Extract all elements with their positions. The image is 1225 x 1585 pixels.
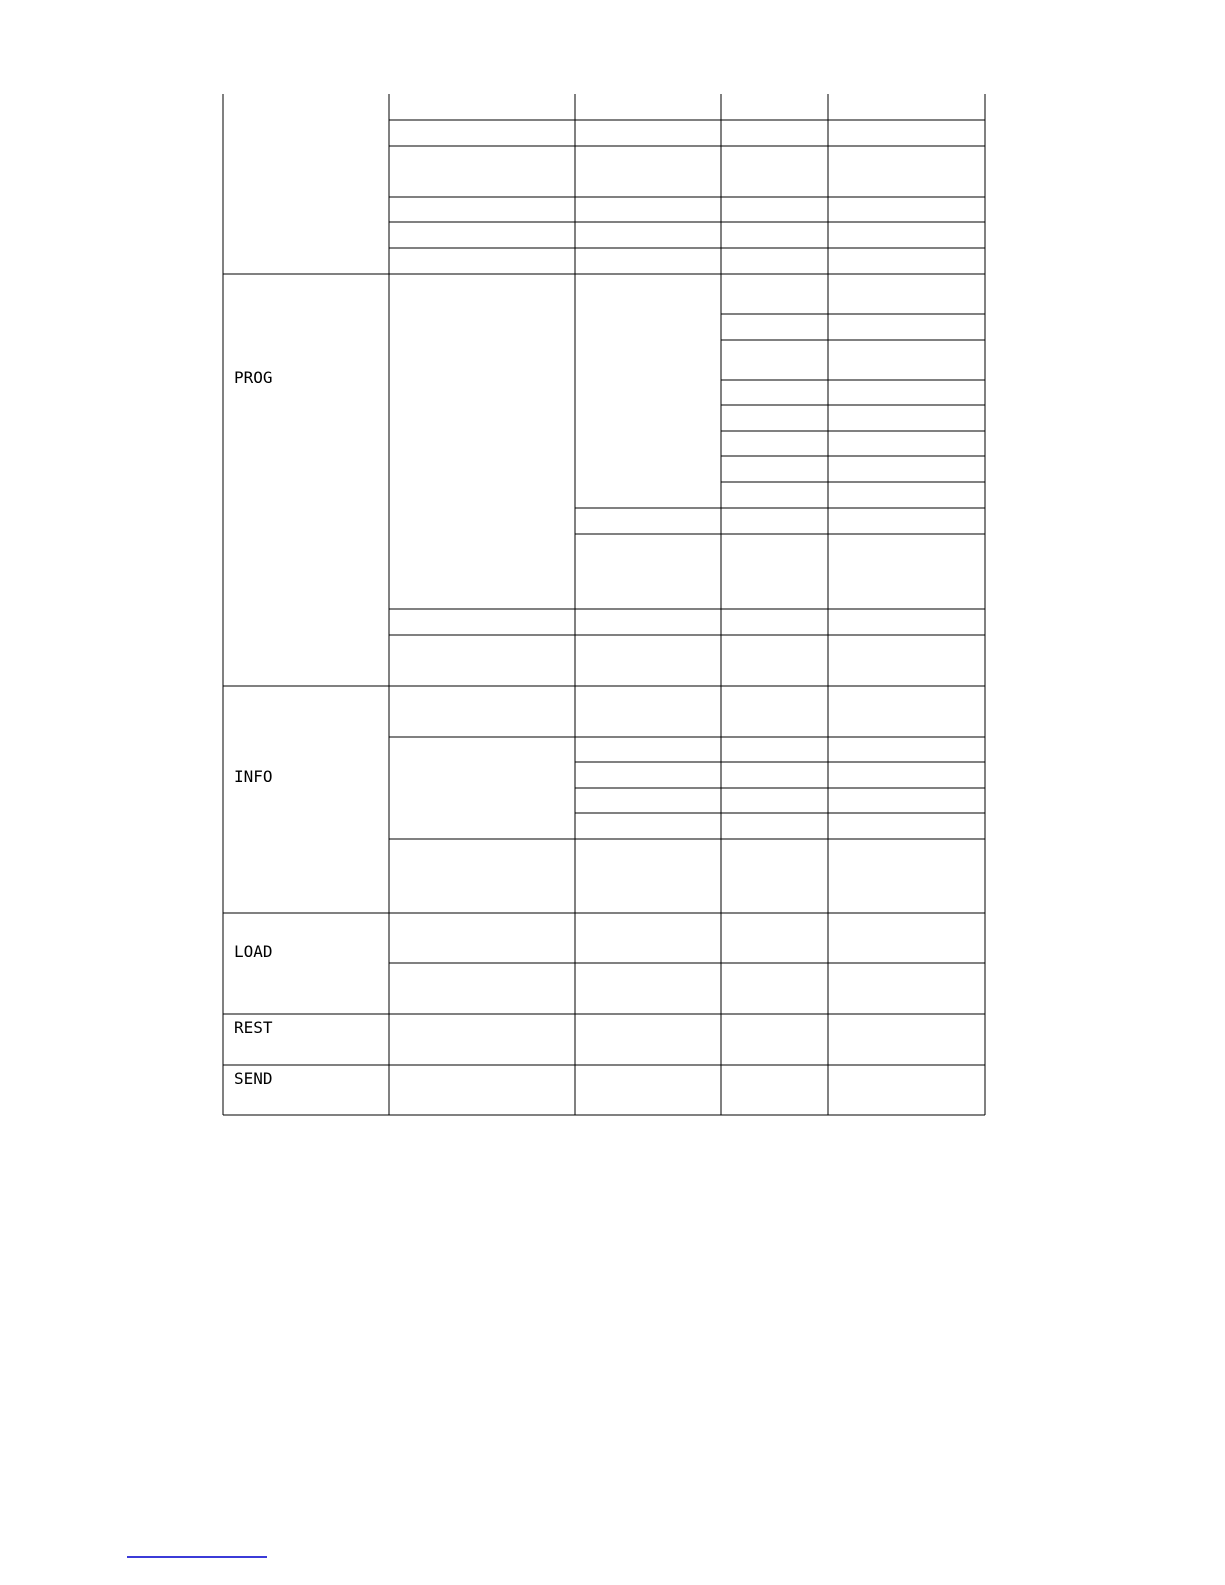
menu-label-send: SEND [234, 1069, 273, 1088]
menu-label-info: INFO [234, 767, 273, 786]
footer-link-underline [127, 1556, 267, 1558]
table-grid [222, 94, 986, 1116]
menu-label-load: LOAD [234, 942, 273, 961]
menu-table [222, 94, 986, 1116]
menu-label-rest: REST [234, 1018, 273, 1037]
menu-label-prog: PROG [234, 368, 273, 387]
